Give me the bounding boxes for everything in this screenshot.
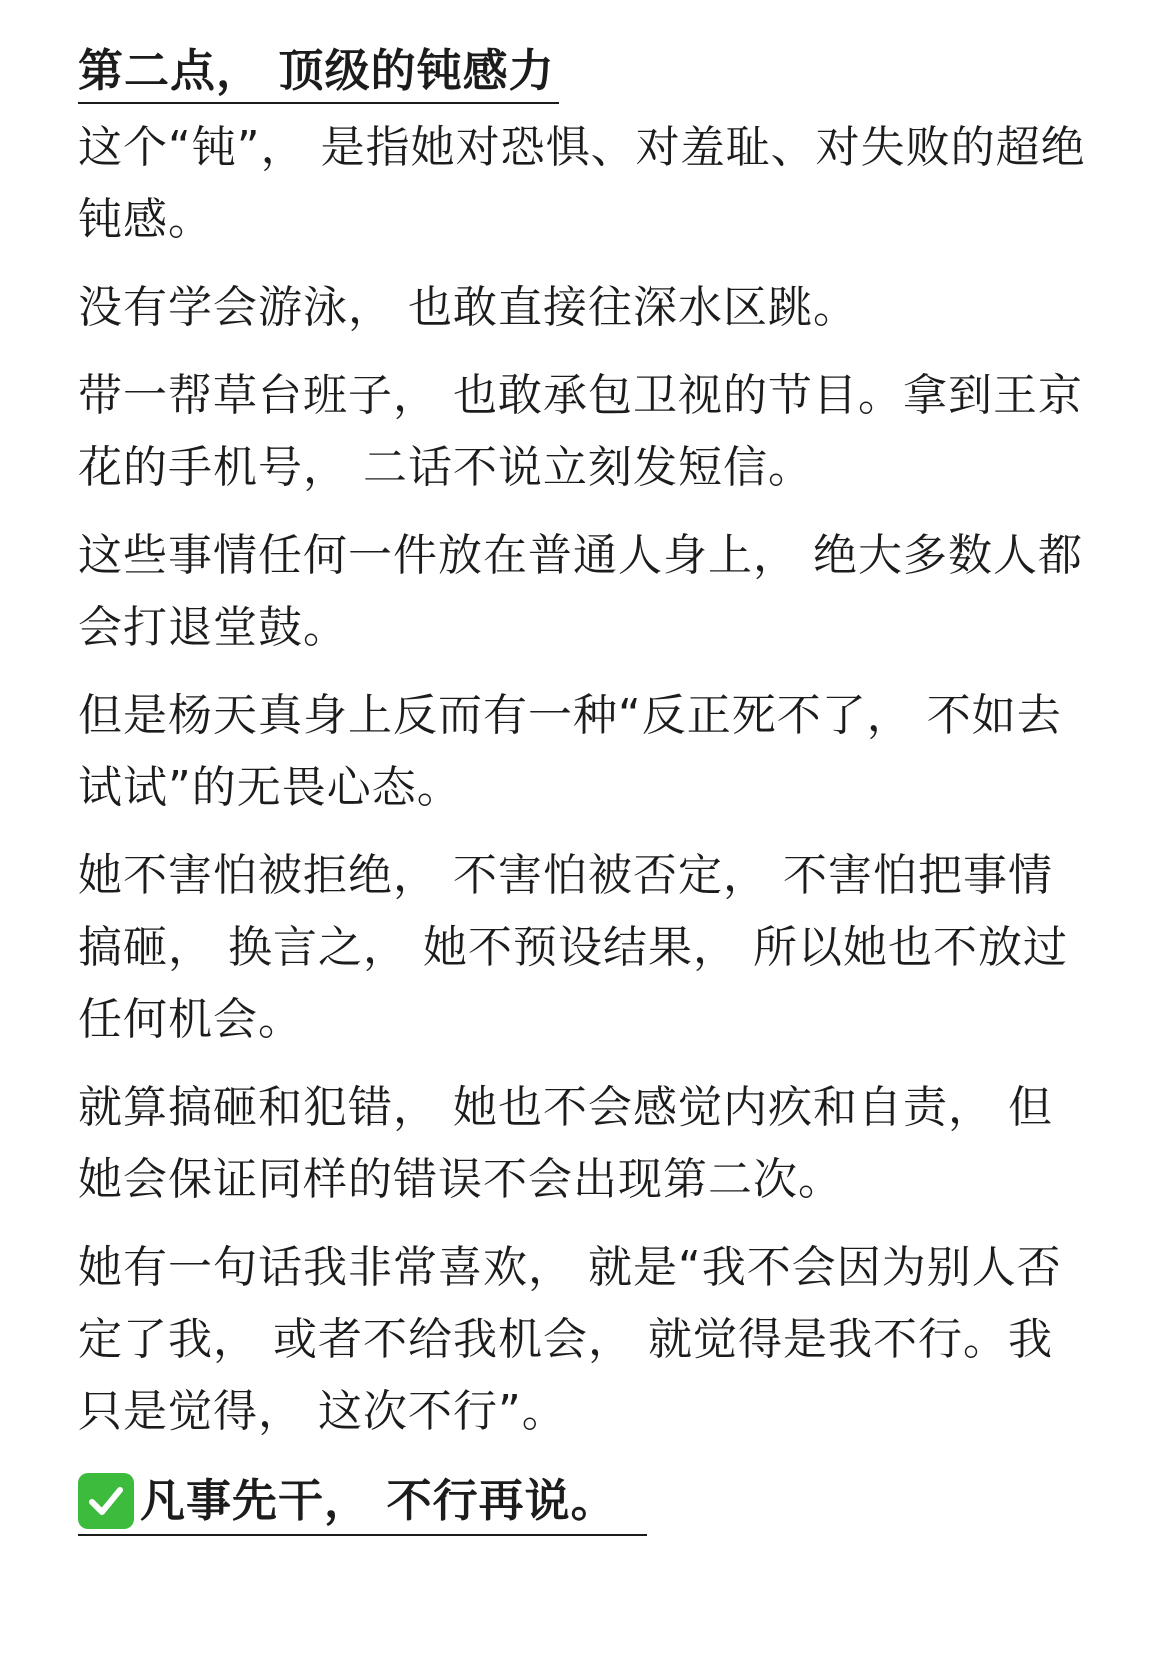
- paragraph-7: 就算搞砸和犯错， 她也不会感觉内疚和自责， 但她会保证同样的错误不会出现第二次。: [78, 1082, 1053, 1205]
- summary-text: 凡事先干， 不行再说。: [140, 1474, 617, 1527]
- paragraph-8: 她有一句话我非常喜欢， 就是“我不会因为别人否定了我， 或者不给我机会， 就觉得是我不行。我只是觉得， 这次不行”。: [78, 1242, 1062, 1437]
- article: [78, 40, 1088, 1536]
- paragraph-4: 这些事情任何一件放在普通人身上， 绝大多数人都会打退堂鼓。: [78, 530, 1083, 653]
- section-heading: 第二点， 顶级的钝感力: [78, 40, 559, 104]
- summary-line: [78, 1468, 647, 1536]
- paragraph-3: 带一帮草台班子， 也敢承包卫视的节目。拿到王京花的手机号， 二话不说立刻发短信。: [78, 370, 1083, 493]
- paragraph-2: 没有学会游泳， 也敢直接往深水区跳。: [78, 282, 858, 333]
- check-mark-icon: [78, 1473, 134, 1529]
- paragraph-5: 但是杨天真身上反而有一种“反正死不了， 不如去试试”的无畏心态。: [78, 690, 1062, 813]
- article-body: [78, 112, 1088, 1448]
- paragraph-6: 她不害怕被拒绝， 不害怕被否定， 不害怕把事情搞砸， 换言之， 她不预设结果， 所以她也不放过任何机会。: [78, 850, 1068, 1045]
- paragraph-1: 这个“钝”， 是指她对恐惧、对羞耻、对失败的超绝钝感。: [78, 122, 1086, 245]
